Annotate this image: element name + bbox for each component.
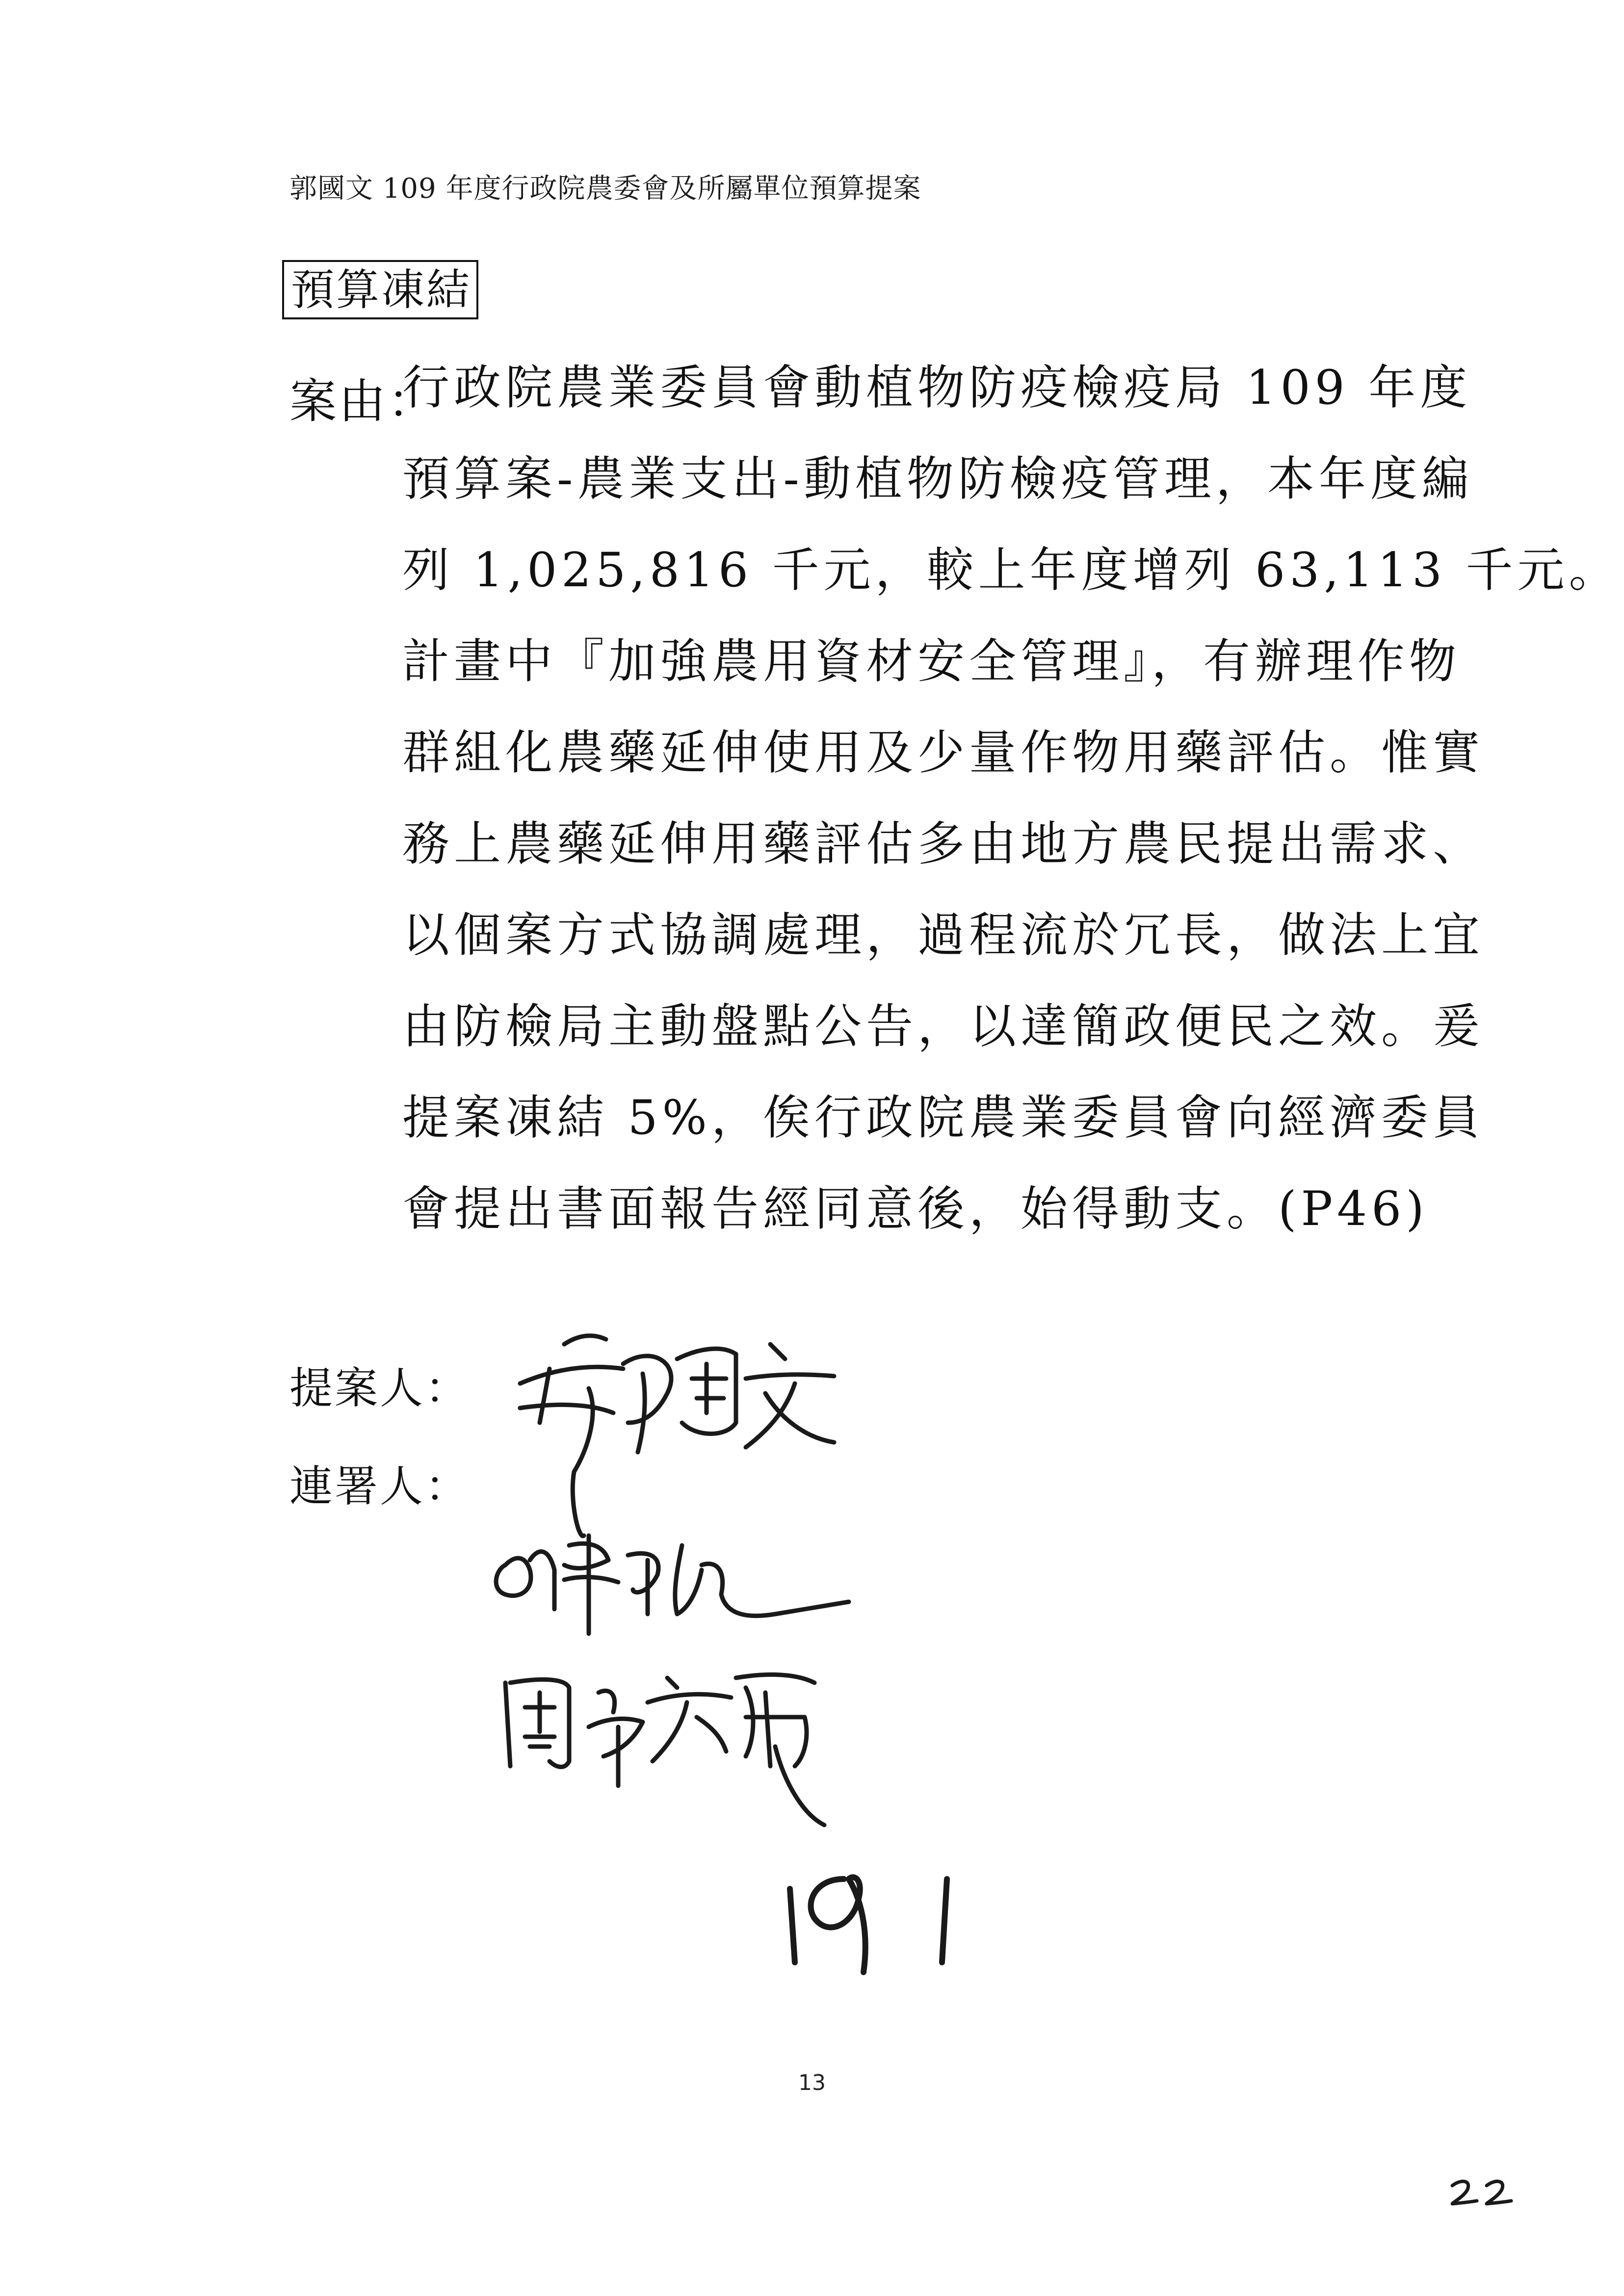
- corner-mark: [1452, 2181, 1511, 2204]
- page-number: 13: [798, 2070, 826, 2095]
- case-line: 會提出書面報告經同意後，始得動支。(P46): [402, 1181, 1429, 1236]
- cosigner-signature-2: [505, 1674, 824, 1825]
- case-line: 以個案方式協調處理，過程流於冗長，做法上宜: [402, 908, 1484, 963]
- case-line: 由防檢局主動盤點公告，以達簡政便民之效。爰: [402, 999, 1484, 1054]
- proposer-label: 提案人：: [289, 1363, 471, 1413]
- case-line: 提案凍結 5%，俟行政院農業委員會向經濟委員: [402, 1090, 1484, 1145]
- case-line: 群組化農藥延伸使用及少量作物用藥評估。惟實: [402, 725, 1484, 780]
- case-line: 列 1,025,816 千元，較上年度增列 63,113 千元。: [402, 543, 1621, 598]
- case-line: 務上農藥延伸用藥評估多由地方農民提出需求、: [402, 816, 1484, 871]
- handwritten-number: [790, 1877, 947, 1972]
- case-line: 預算案-農業支出-動植物防檢疫管理，本年度編: [402, 451, 1473, 506]
- proposer-signature: [520, 1336, 834, 1536]
- case-label: 案由：: [289, 374, 437, 429]
- cosigner-signature-1: [496, 1536, 849, 1634]
- case-line: 計畫中『加強農用資材安全管理』，有辦理作物: [402, 634, 1461, 689]
- budget-freeze-tag: 預算凍結: [282, 260, 478, 319]
- case-line: 行政院農業委員會動植物防疫檢疫局 109 年度: [402, 360, 1472, 415]
- document-header: 郭國文 109 年度行政院農委會及所屬單位預算提案: [289, 173, 921, 205]
- cosigner-label: 連署人：: [289, 1461, 471, 1512]
